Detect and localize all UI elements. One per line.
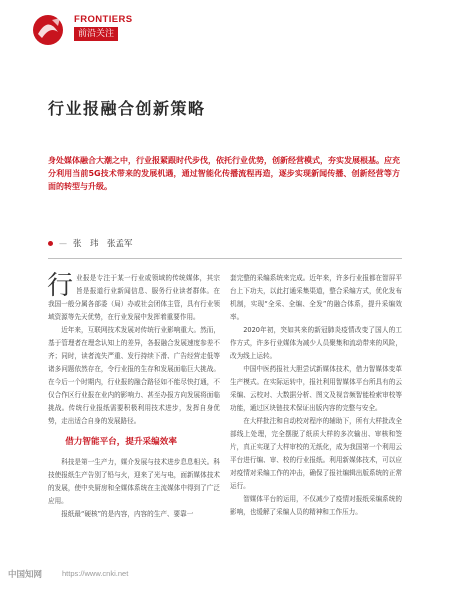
body-column-left: [48, 272, 220, 521]
paragraph: 报纸最“硬核”的是内容，内容的生产、要靠一: [61, 510, 194, 518]
dash-icon: —: [59, 238, 67, 248]
brand-name-chinese: 前沿关注: [74, 27, 118, 41]
paragraph: 2020年初，突如其来的新冠肺炎疫情改变了国人的工作方式，许多行业媒体为减少人员聚集和流动带来的风险，改为线上运转。: [230, 326, 402, 360]
drop-cap: 行: [47, 271, 74, 301]
paragraph: [48, 272, 220, 324]
article-title: 行业报融合创新策略: [48, 99, 206, 118]
source-url[interactable]: https://www.cnki.net: [62, 569, 129, 578]
brand-name-english: FRONTIERS: [74, 14, 133, 25]
divider: [48, 258, 402, 259]
author-names: 张 玮 张孟军: [73, 239, 133, 249]
paragraph-text: 业报是专注于某一行业或领域的传统媒体，其宗旨是报道行业新闻信息、服务行业读者群体。在我国一般分属各部委（局）办或社会团体主管，具有行业领域资源等先天优势，在行业发展中发挥着重要作用。: [48, 274, 220, 321]
paragraph: 近年来，互联网技术发展对传统行业影响重大。然而，基于管理者在理念认知上的差异，各报融合发展速度参差不齐；同时，读者流失严重、发行持续下滑、广告经营走低等诸多问题依然存在，令行业报的生存和发展面临巨大挑战。在今后一个时期内，行业报的融合路径如不能尽快打通，不仅合作区行业报在业内的影响力、甚至办报方向发展将面临挑战。传统行业报纸需要积极利用技术进步，发挥自身优势，走出适合自身的发展路径。: [48, 326, 220, 425]
paragraph: 科技是第一生产力，媒介发展与技术进步息息相关。科技使报纸生产告别了铅与火，迎来了光与电，面新媒体技术的发展，使中央厨房和全媒体系统在主流媒体中得到了广泛应用。: [48, 458, 220, 505]
paragraph: 中国中医药报社大胆尝试新媒体技术，借力智媒体变革生产模式。在实际运转中，报社利用智媒体平台所具有的云采编、云校对、大数据分析、图文及视音频智能检索审校等功能，通过区块链技术保证出版内容的完整与安全。: [230, 365, 402, 412]
section-heading: 借力智能平台，提升采编效率: [65, 437, 177, 447]
cnki-logo: 中国知网: [8, 570, 43, 580]
newspaper-logo-icon: [30, 12, 66, 48]
paragraph: 智媒体平台的运用，不仅减少了疫情对报纸采编系统的影响，也缓解了采编人员的精神和工作压力。: [230, 495, 402, 516]
bullet-icon: [48, 241, 53, 246]
body-column-right: [230, 272, 402, 519]
article-abstract: 身处媒体融合大潮之中，行业报紧跟时代步伐，依托行业优势，创新经营模式，夯实发展根基。应充分利用当前5G技术带来的发展机遇，通过智能化传播流程再造，逐步实现新闻传播、创新经营等方面的转型与升级。: [48, 156, 400, 191]
author-line: [48, 237, 133, 249]
paragraph: 套完整的采编系统来完成。近年来，许多行业报都在智屏平台上下功夫，以此打通采集渠道，整合采编方式，优化发布机制，实现“全采、全编、全发”的融合体系，提升采编效率。: [230, 274, 402, 321]
paragraph: 在大样批注和自动校对程序的辅助下，所有大样批改全部线上处理，完全摆脱了纸质大样的多次输出、审核和签片，真正实现了大样审校的无纸化，成为我国第一个利用云平台进行编、审、校的行业报纸。利用新媒体技术，可以应对疫情对采编工作的冲击，确保了报社编辑出版系统的正常运行。: [230, 417, 402, 490]
